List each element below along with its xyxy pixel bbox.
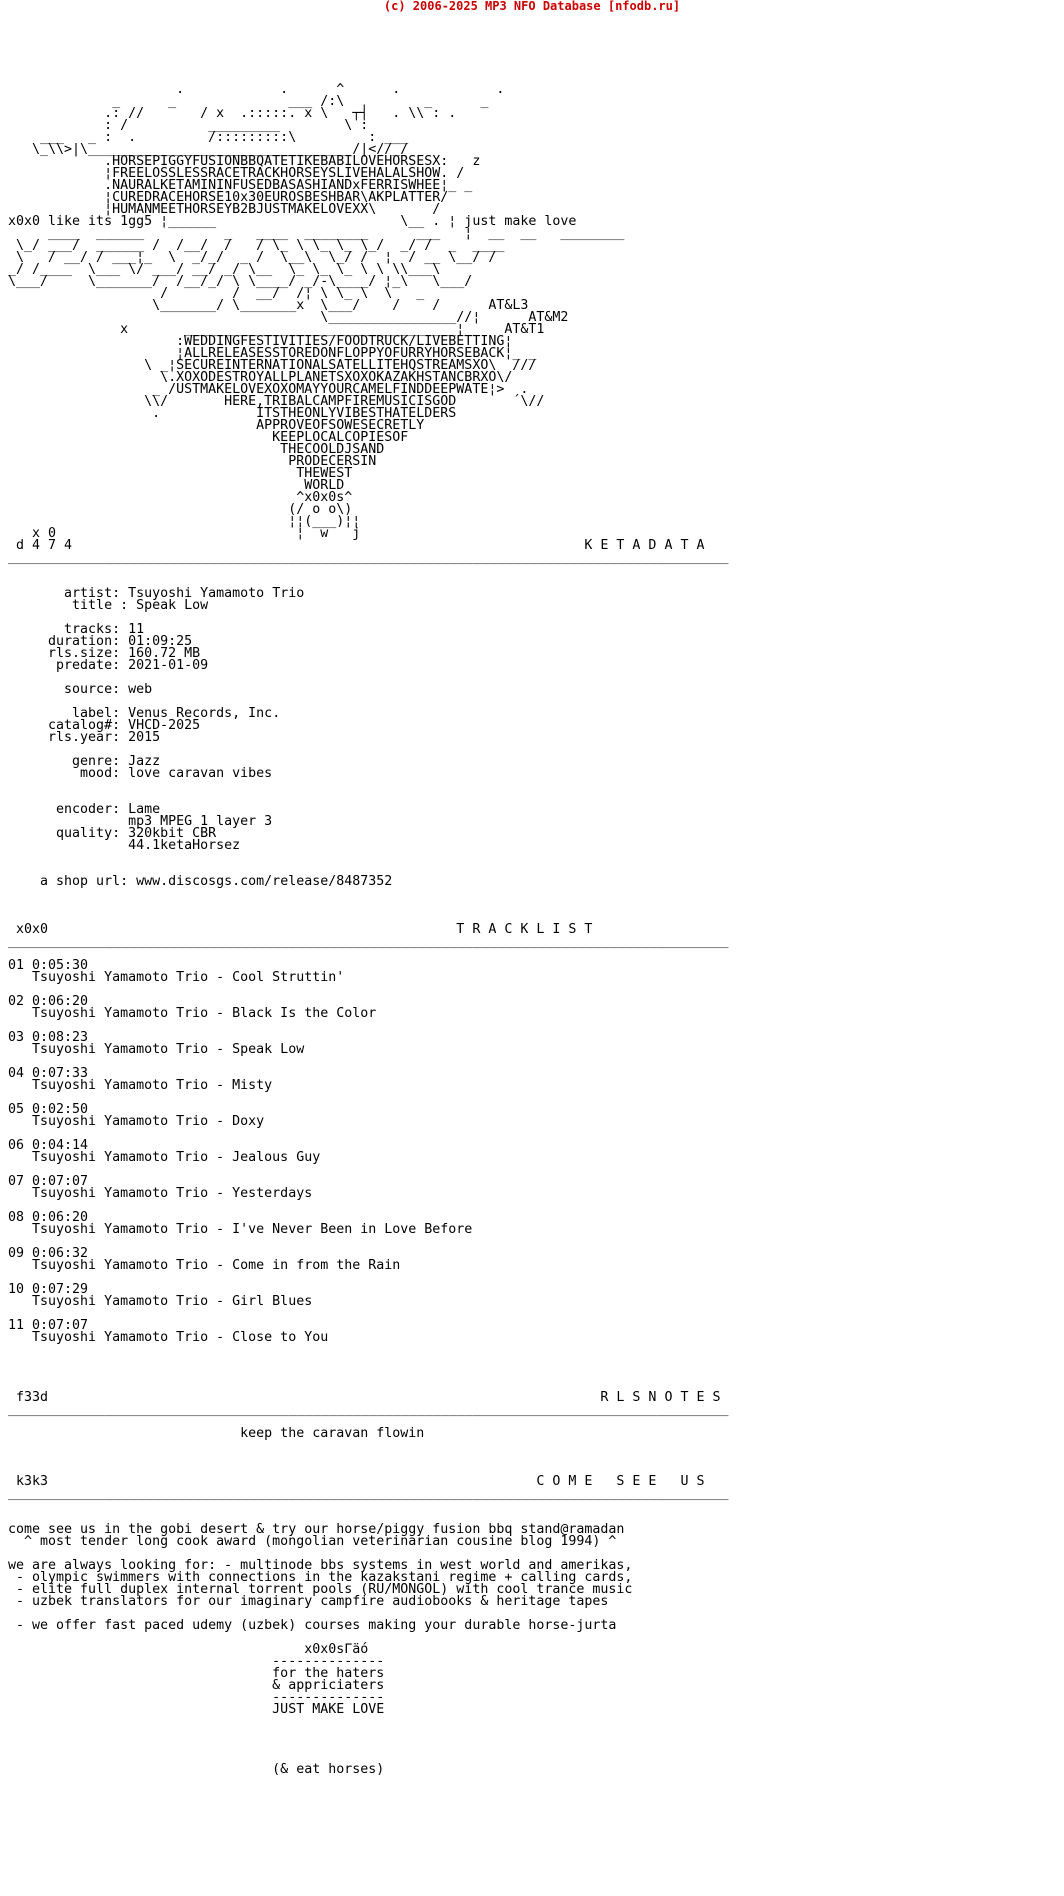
ascii-art-line: ____ ______ _ ____ ________ ___ ¦ __ __ ________ (8, 226, 625, 241)
ascii-art-line: APPROVEOFSOWESECRETLY (8, 418, 425, 433)
comesee-header: k3k3 C O M E S E E U S (8, 1474, 705, 1489)
ascii-art-line: WORLD (8, 478, 345, 493)
ascii-art-line: \.XOXODESTROYALLPLANETSXOXOKAZAKHSTANCBRXO\/ (8, 370, 513, 385)
ascii-art-line: THEWEST (8, 466, 353, 481)
track-title: Tsuyoshi Yamamoto Trio - Speak Low (8, 1042, 305, 1057)
track-number-time: 10 0:07:29 (8, 1282, 89, 1297)
track-number-time: 01 0:05:30 (8, 958, 89, 973)
comesee-line: for the haters (8, 1666, 385, 1681)
track-number-time: 08 0:06:20 (8, 1210, 89, 1225)
comesee-line: - olympic swimmers with connections in the kazakstani regime + calling cards, (8, 1570, 633, 1585)
ascii-art-line: x __________________________________¦ AT&T1 (8, 322, 545, 337)
comesee-body (8, 1524, 729, 1776)
track-number-time: 09 0:06:32 (8, 1246, 89, 1261)
ascii-art-line: .HORSEPIGGYFUSIONBBQATETIKEBABILOVEHORSESX: z (8, 154, 481, 169)
ascii-art-line: :WEDDINGFESTIVITIES/FOODTRUCK/LIVEBETTING¦ (8, 334, 513, 349)
track-number-time: 05 0:02:50 (8, 1102, 89, 1117)
nfo-body (8, 24, 729, 1776)
meta-sample: 44.1ketaHorsez (128, 838, 241, 853)
tracklist-header: x0x0 T R A C K L I S T (8, 922, 593, 937)
tracklist-divider: __________________________________________________________________________________________ (8, 934, 729, 949)
ascii-art-line: d 4 7 4 K E T A D A T A (8, 538, 705, 553)
comesee-line: x0x0sΓäó (8, 1642, 369, 1657)
ascii-art (8, 24, 729, 564)
meta-codec: mp3 MPEG 1 layer 3 (128, 814, 273, 829)
shop-url: www.discosgs.com/release/8487352 (136, 874, 393, 889)
track-title: Tsuyoshi Yamamoto Trio - Misty (8, 1078, 273, 1093)
ascii-art-line: . ITSTHEONLYVIBESTHATELDERS (8, 406, 457, 421)
track-title: Tsuyoshi Yamamoto Trio - Come in from the Rain (8, 1258, 401, 1273)
ascii-art-line: .NAURALKETAMININFUSEDBASASHIANDxFERRISWHEE¦_ _ (8, 178, 473, 193)
ascii-art-line: ^x0x0s^ (8, 490, 353, 505)
track-title: Tsuyoshi Yamamoto Trio - Close to You (8, 1330, 329, 1345)
meta-artist: Tsuyoshi Yamamoto Trio (128, 586, 305, 601)
notes-divider: __________________________________________________________________________________________ (8, 1402, 729, 1417)
metadata-block: artist: Tsuyoshi Yamamoto Trio title : Speak Low tracks: 11 duration: 01:09:25 rls.size: 160.72 MB predate: 2021-01-09 source: web label: Venus Records, Inc. catalog#: VHCD-2025 rls.year: 2015 genre: Jazz mood: love caravan vibes encoder: Lame mp3 MPEG 1 layer 3 quality: 320kbit CBR 44.1ketaHorsez a shop url: www.discosgs.com/release/8487352 (8, 586, 393, 889)
track-number-time: 11 0:07:07 (8, 1318, 89, 1333)
meta-duration: 01:09:25 (128, 634, 193, 649)
track-title: Tsuyoshi Yamamoto Trio - Jealous Guy (8, 1150, 321, 1165)
ascii-art-line: \___/ \_______/ /__/_/ \ \____/ _/-\____/ ¦_\ \___/ (8, 274, 473, 289)
meta-label: Venus Records, Inc. (128, 706, 281, 721)
meta-tracks: 11 (128, 622, 145, 637)
comesee-line: we are always looking for: - multinode bbs systems in west world and amerikas, (8, 1558, 633, 1573)
comesee-line: JUST MAKE LOVE (8, 1702, 385, 1717)
ascii-art-line: \\/ HERE,TRIBALCAMPFIREMUSICISGOD ´\// (8, 394, 545, 409)
comesee-line: (& eat horses) (8, 1762, 385, 1777)
ascii-art-line: ___ _ : . /:::::::::\ : ___ (8, 130, 409, 145)
site-header (0, 0, 1064, 12)
ascii-art-line: \_/ ___/ ______ / /__/ / / \_ \ \_ \_ \_/ _/ / _ ____ (8, 238, 505, 253)
comesee-line: ^ most tender long cook award (mongolian veterinarian cousine blog 1994) ^ (8, 1534, 617, 1549)
comesee-line: -------------- (8, 1690, 385, 1705)
track-number-time: 07 0:07:07 (8, 1174, 89, 1189)
track-title: Tsuyoshi Yamamoto Trio - Black Is the Color (8, 1006, 377, 1021)
ascii-art-line: : / _________ \ : (8, 118, 369, 133)
track-title: Tsuyoshi Yamamoto Trio - Doxy (8, 1114, 265, 1129)
comesee-divider: __________________________________________________________________________________________ (8, 1486, 729, 1501)
ascii-art-line: .: // / x .:::::. x \ ┬┤ . \\ : . (8, 106, 457, 121)
meta-title: Speak Low (136, 598, 209, 613)
ascii-art-line: \_______/ \_______x \___/ / / AT&L3 (8, 298, 529, 313)
meta-predate: 2021-01-09 (128, 658, 209, 673)
comesee-line: & appriciaters (8, 1678, 385, 1693)
track-title: Tsuyoshi Yamamoto Trio - Yesterdays (8, 1186, 313, 1201)
meta-quality: 320kbit CBR (128, 826, 217, 841)
notes-text: keep the caravan flowin (8, 1426, 425, 1441)
meta-size: 160.72 MB (128, 646, 201, 661)
meta-encoder: Lame (128, 802, 161, 817)
notes-header: f33d R L S N O T E S (8, 1390, 721, 1405)
comesee-line: - elite full duplex internal torrent pools (RU/MONGOL) with cool trance music (8, 1582, 633, 1597)
meta-catalog: VHCD-2025 (128, 718, 201, 733)
ascii-art-line: _ _ ___ /:\ _ _ (8, 94, 489, 109)
meta-genre: Jazz (128, 754, 161, 769)
ascii-art-line: . . ^ . . (8, 82, 505, 97)
track-title: Tsuyoshi Yamamoto Trio - Cool Struttin' (8, 970, 345, 985)
ascii-art-line: / / __/ /¦ \ \_ \ \ _ (8, 286, 425, 301)
ascii-art-line: x0x0 like its 1gg5 ¦______ \__ . ¦ just make love (8, 214, 577, 229)
ascii-art-line: THECOOLDJSAND (8, 442, 385, 457)
ascii-art-line: \ _¦SECUREINTERNATIONALSATELLITEHQSTREAMSXO\ /// (8, 358, 537, 373)
ascii-art-line: ¦ALLRELEASESSTOREDONFLOPPYOFURRYHORSEBACK¦_ _ (8, 346, 537, 361)
ascii-art-line: ¦¦(___)¦¦ (8, 514, 361, 529)
track-number-time: 02 0:06:20 (8, 994, 89, 1009)
track-title: Tsuyoshi Yamamoto Trio - Girl Blues (8, 1294, 313, 1309)
track-number-time: 04 0:07:33 (8, 1066, 89, 1081)
track-number-time: 03 0:08:23 (8, 1030, 89, 1045)
ascii-art-line: PRODECERSIN (8, 454, 377, 469)
ascii-art-line: __________________________________________________________________________________________ (8, 550, 729, 565)
comesee-line: - uzbek translators for our imaginary campfire audiobooks & heritage tapes (8, 1594, 609, 1609)
tracklist (8, 948, 729, 1344)
comesee-line: -------------- (8, 1654, 385, 1669)
ascii-art-line: KEEPLOCALCOPIESOF (8, 430, 409, 445)
ascii-art-line: \_\\>|\_________________________________/|<//_/ (8, 142, 409, 157)
comesee-line: come see us in the gobi desert & try our horse/piggy fusion bbq stand@ramadan (8, 1522, 625, 1537)
meta-year: 2015 (128, 730, 161, 745)
ascii-art-line: ¦HUMANMEETHORSEYB2BJUSTMAKELOVEXX\ / (8, 202, 441, 217)
meta-source: web (128, 682, 153, 697)
meta-mood: love caravan vibes (128, 766, 273, 781)
ascii-art-line: ¦FREELOSSLESSRACETRACKHORSEYSLIVEHALALSHOW. / (8, 166, 465, 181)
track-title: Tsuyoshi Yamamoto Trio - I've Never Been in Love Before (8, 1222, 473, 1237)
ascii-art-line: \________________//¦ AT&M2 (8, 310, 569, 325)
ascii-art-line: _ /USTMAKELOVEXOXOMAYYOURCAMELFINDDEEPWATE¦> . (8, 382, 529, 397)
ascii-art-line: x 0 ¦ w j (8, 526, 361, 541)
track-number-time: 06 0:04:14 (8, 1138, 89, 1153)
ascii-art-line: \ / __/ / ___¦_ \ _/_/ _ / \__\ \_/ / ¦ / __ \__/ / (8, 250, 497, 265)
ascii-art-line: (/ o o\) (8, 502, 353, 517)
site-header-text: (c) 2006-2025 MP3 NFO Database [nfodb.ru] (383, 0, 681, 13)
ascii-art-line: _/ /____ \___ \/ ___/ __/ _/ \__ \_ \_ \_ \ \ \\___\ (8, 262, 441, 277)
comesee-line: - we offer fast paced udemy (uzbek) courses making your durable horse-jurta (8, 1618, 617, 1633)
ascii-art-line: ¦CUREDRACEHORSE10x30EUROSBESHBAR\AKPLATTER/ (8, 190, 449, 205)
